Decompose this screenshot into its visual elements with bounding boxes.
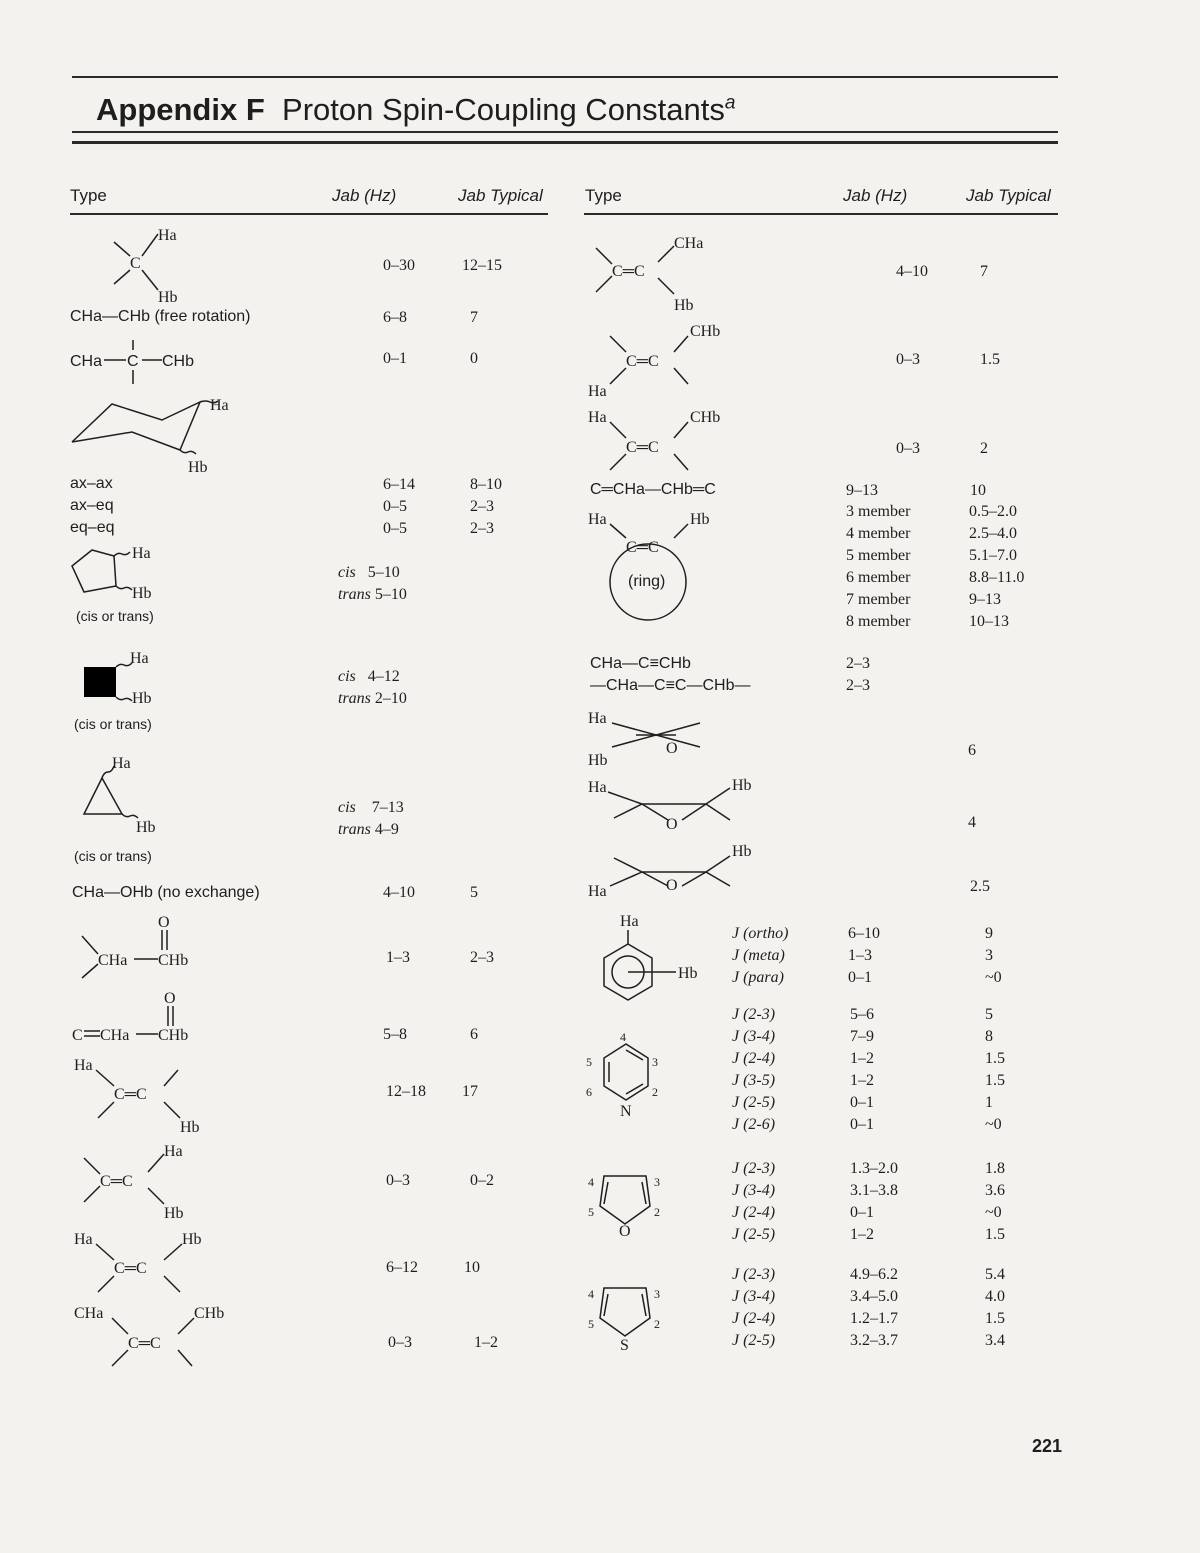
benz-r-1: 1–3 <box>848 947 872 964</box>
thio-r-1: 3.4–5.0 <box>850 1288 898 1305</box>
fur-t-0: 1.8 <box>985 1160 1005 1177</box>
title-footnote-mark: a <box>724 92 736 114</box>
pyr-t-2: 1.5 <box>985 1050 1005 1067</box>
header-type-left: Type <box>70 186 107 205</box>
atom-c: C <box>72 1027 83 1044</box>
l2-type: CHa—CHb (free rotation) <box>70 308 251 325</box>
l6-note: (cis or trans) <box>74 716 152 732</box>
l4-eqeq-range: 0–5 <box>383 520 407 537</box>
ring-v-4: 9–13 <box>969 591 1001 608</box>
thio-t-3: 3.4 <box>985 1332 1005 1349</box>
thio-r-0: 4.9–6.2 <box>850 1266 898 1283</box>
page-title <box>96 92 735 128</box>
l10-typical: 6 <box>470 1026 478 1043</box>
r3-typical: 2 <box>980 440 988 457</box>
pyr-r-0: 5–6 <box>850 1006 874 1023</box>
pyr-r-3: 1–2 <box>850 1072 874 1089</box>
atom-cha: CHa <box>674 235 704 252</box>
ep1-typical: 6 <box>968 742 976 759</box>
header-range-left: Jab (Hz) <box>332 186 397 205</box>
unsaturated-aldehyde-structure <box>72 988 212 1050</box>
l4-axeq-range: 0–5 <box>383 498 407 515</box>
header-type-right: Type <box>585 186 622 205</box>
atom-cc: C═C <box>128 1335 161 1352</box>
geminal-ch2-structure <box>100 220 220 310</box>
atom-chb: CHb <box>158 952 189 969</box>
atom-chb: CHb <box>162 353 195 370</box>
allylic-trans-structure <box>588 318 738 402</box>
pyr-j-1: J (3-4) <box>732 1028 776 1045</box>
l6-trans: trans <box>338 690 371 707</box>
benz-j-0: J (ortho) <box>732 925 789 942</box>
l1-typical: 12–15 <box>462 257 502 274</box>
atom-hb: Hb <box>158 289 178 306</box>
atom-n: N <box>620 1103 632 1120</box>
l8-type: CHa—OHb (no exchange) <box>72 884 260 901</box>
atom-ha: Ha <box>74 1057 93 1074</box>
pyridine-structure <box>584 1028 674 1120</box>
cyclohexane-chair-structure <box>70 388 250 480</box>
svg-text:2: 2 <box>652 1085 658 1099</box>
atom-hb: Hb <box>732 843 752 860</box>
r4-typical: 10 <box>970 482 986 499</box>
furan-structure <box>584 1164 674 1240</box>
atom-s: S <box>620 1337 629 1354</box>
trans-alkene-structure <box>74 1052 224 1134</box>
l7-cis-range: 7–13 <box>371 799 404 816</box>
epoxide-trans-structure <box>588 838 758 900</box>
l2-range: 6–8 <box>383 309 407 326</box>
fur-r-3: 1–2 <box>850 1226 874 1243</box>
l1-range: 0–30 <box>383 257 415 274</box>
pyr-r-2: 1–2 <box>850 1050 874 1067</box>
atom-ha: Ha <box>588 511 607 528</box>
svg-text:3: 3 <box>654 1175 660 1189</box>
allylic-cis-structure <box>588 406 738 480</box>
ring-v-5: 10–13 <box>969 613 1009 630</box>
epoxide-geminal-structure <box>588 705 738 769</box>
atom-hb: Hb <box>180 1119 200 1136</box>
svg-text:4: 4 <box>620 1030 626 1044</box>
ring-m-4: 7 member <box>846 591 911 608</box>
atom-hb: Hb <box>164 1205 184 1222</box>
fur-j-3: J (2-5) <box>732 1226 776 1243</box>
atom-chb: CHb <box>690 323 721 340</box>
l9-typical: 2–3 <box>470 949 494 966</box>
atom-hb: Hb <box>132 585 152 602</box>
fur-j-2: J (2-4) <box>732 1204 776 1221</box>
benz-j-2: J (para) <box>732 969 784 986</box>
thio-r-3: 3.2–3.7 <box>850 1332 898 1349</box>
title-rule-1 <box>72 131 1058 133</box>
l4-eqeq-typical: 2–3 <box>470 520 494 537</box>
ring-m-0: 3 member <box>846 503 911 520</box>
atom-cha: CHa <box>70 353 103 370</box>
fur-t-2: ~0 <box>985 1204 1002 1221</box>
atom-ha: Ha <box>132 545 151 562</box>
pyr-t-3: 1.5 <box>985 1072 1005 1089</box>
thio-t-0: 5.4 <box>985 1266 1005 1283</box>
alk2-type: —CHa—C≡C—CHb— <box>590 677 751 694</box>
atom-ha: Ha <box>588 883 607 900</box>
pyr-r-4: 0–1 <box>850 1094 874 1111</box>
pyr-t-5: ~0 <box>985 1116 1002 1133</box>
atom-ha: Ha <box>588 710 607 727</box>
cyclopentane-structure <box>70 542 180 604</box>
atom-chb: CHb <box>158 1027 189 1044</box>
svg-text:2: 2 <box>654 1205 660 1219</box>
r1-typical: 7 <box>980 263 988 280</box>
pyr-j-4: J (2-5) <box>732 1094 776 1111</box>
benz-r-0: 6–10 <box>848 925 880 942</box>
thio-t-1: 4.0 <box>985 1288 1005 1305</box>
ring-m-3: 6 member <box>846 569 911 586</box>
l3-range: 0–1 <box>383 350 407 367</box>
svg-text:5: 5 <box>586 1055 592 1069</box>
ring-v-3: 8.8–11.0 <box>969 569 1025 586</box>
geminal-alkene-structure <box>80 1136 220 1222</box>
title-rest: Proton Spin-Coupling Constants <box>282 92 725 127</box>
l5-trans: trans <box>338 586 371 603</box>
atom-ha: Ha <box>164 1143 183 1160</box>
pyr-r-5: 0–1 <box>850 1116 874 1133</box>
atom-ha: Ha <box>112 755 131 772</box>
thio-t-2: 1.5 <box>985 1310 1005 1327</box>
benz-t-0: 9 <box>985 925 993 942</box>
title-rule-2 <box>72 141 1058 144</box>
l14-typical: 1–2 <box>474 1334 498 1351</box>
thio-j-2: J (2-4) <box>732 1310 776 1327</box>
atom-o: O <box>158 914 170 931</box>
atom-hb: Hb <box>136 819 156 836</box>
r3-range: 0–3 <box>896 440 920 457</box>
pyr-j-5: J (2-6) <box>732 1116 776 1133</box>
r1-range: 4–10 <box>896 263 928 280</box>
atom-cc: C═C <box>626 439 659 456</box>
r2-range: 0–3 <box>896 351 920 368</box>
ring-m-1: 4 member <box>846 525 911 542</box>
atom-hb: Hb <box>678 965 698 982</box>
benz-t-1: 3 <box>985 947 993 964</box>
atom-ha: Ha <box>210 397 229 414</box>
svg-text:5: 5 <box>588 1205 594 1219</box>
thiophene-structure <box>584 1280 674 1356</box>
fur-r-0: 1.3–2.0 <box>850 1160 898 1177</box>
header-typical-left: Jab Typical <box>458 186 543 205</box>
ring-label: (ring) <box>628 573 666 590</box>
atom-ha: Ha <box>620 913 639 930</box>
pyr-t-0: 5 <box>985 1006 993 1023</box>
page-number: 221 <box>1032 1436 1063 1456</box>
atom-cc: C═C <box>114 1260 147 1277</box>
ch-c-ch-structure <box>70 338 210 388</box>
fur-t-3: 1.5 <box>985 1226 1005 1243</box>
l6-cis-range: 4–12 <box>367 668 400 685</box>
title-bold: Appendix F <box>96 92 265 127</box>
header-range-right: Jab (Hz) <box>843 186 908 205</box>
atom-cc: C═C <box>626 353 659 370</box>
vinyl-ch-structure <box>592 228 732 314</box>
fur-j-1: J (3-4) <box>732 1182 776 1199</box>
l10-range: 5–8 <box>383 1026 407 1043</box>
l6-trans-range: 2–10 <box>374 690 407 707</box>
svg-text:4: 4 <box>588 1287 594 1301</box>
atom-c: C <box>127 353 139 370</box>
ep2-typical: 4 <box>968 814 976 831</box>
benz-t-2: ~0 <box>985 969 1002 986</box>
l5-trans-range: 5–10 <box>374 586 407 603</box>
atom-ha: Ha <box>588 409 607 426</box>
atom-cc: C═C <box>612 263 645 280</box>
atom-hb: Hb <box>732 777 752 794</box>
l5-cis-range: 5–10 <box>367 564 400 581</box>
thio-j-3: J (2-5) <box>732 1332 776 1349</box>
atom-o: O <box>666 877 678 894</box>
l8-range: 4–10 <box>383 884 415 901</box>
fur-r-2: 0–1 <box>850 1204 874 1221</box>
fur-r-1: 3.1–3.8 <box>850 1182 898 1199</box>
l4-axax-typical: 8–10 <box>470 476 502 493</box>
pyr-j-2: J (2-4) <box>732 1050 776 1067</box>
cyclobutane-structure <box>80 645 180 710</box>
cis-alkene-structure <box>74 1226 224 1296</box>
l13-typical: 10 <box>464 1259 480 1276</box>
atom-o: O <box>666 816 678 833</box>
atom-hb: Hb <box>588 752 608 769</box>
atom-o: O <box>619 1223 631 1240</box>
l13-range: 6–12 <box>386 1259 418 1276</box>
l4-axeq: ax–eq <box>70 497 114 514</box>
l14-range: 0–3 <box>388 1334 412 1351</box>
atom-cha: CHa <box>98 952 128 969</box>
pyr-j-0: J (2-3) <box>732 1006 776 1023</box>
l4-axeq-typical: 2–3 <box>470 498 494 515</box>
atom-cc: C═C <box>114 1086 147 1103</box>
l11-range: 12–18 <box>386 1083 426 1100</box>
atom-ha: Ha <box>158 227 177 244</box>
thio-j-1: J (3-4) <box>732 1288 776 1305</box>
atom-cha: CHa <box>74 1305 104 1322</box>
l6-cis: cis <box>338 668 356 685</box>
atom-hb: Hb <box>182 1231 202 1248</box>
atom-ha: Ha <box>74 1231 93 1248</box>
ring-m-5: 8 member <box>846 613 911 630</box>
atom-cc: C═C <box>626 539 659 556</box>
cyclopropane-structure <box>80 752 190 842</box>
atom-hb: Hb <box>188 459 208 476</box>
pyr-t-1: 8 <box>985 1028 993 1045</box>
header-rule-right <box>584 213 1058 215</box>
r4-type: C═CHa—CHb═C <box>590 481 716 498</box>
fur-t-1: 3.6 <box>985 1182 1005 1199</box>
ring-v-0: 0.5–2.0 <box>969 503 1017 520</box>
alk1-type: CHa—C≡CHb <box>590 655 691 672</box>
ring-v-2: 5.1–7.0 <box>969 547 1017 564</box>
l8-typical: 5 <box>470 884 478 901</box>
benzene-structure <box>592 908 722 1008</box>
svg-text:3: 3 <box>654 1287 660 1301</box>
svg-text:4: 4 <box>588 1175 594 1189</box>
benz-j-1: J (meta) <box>732 947 785 964</box>
atom-o: O <box>666 740 678 757</box>
ring-v-1: 2.5–4.0 <box>969 525 1017 542</box>
l4-axax: ax–ax <box>70 475 113 492</box>
l2-typical: 7 <box>470 309 478 326</box>
r2-typical: 1.5 <box>980 351 1000 368</box>
fur-j-0: J (2-3) <box>732 1160 776 1177</box>
atom-o: O <box>164 990 176 1007</box>
pyr-j-3: J (3-5) <box>732 1072 776 1089</box>
l9-range: 1–3 <box>386 949 410 966</box>
epoxide-cis-structure <box>588 774 758 834</box>
atom-hb: Hb <box>132 690 152 707</box>
pyr-r-1: 7–9 <box>850 1028 874 1045</box>
svg-text:3: 3 <box>652 1055 658 1069</box>
header-rule-left <box>70 213 548 215</box>
l7-cis: cis <box>338 799 356 816</box>
l5-note: (cis or trans) <box>76 608 154 624</box>
atom-chb: CHb <box>194 1305 225 1322</box>
atom-hb: Hb <box>690 511 710 528</box>
benz-r-2: 0–1 <box>848 969 872 986</box>
l4-eqeq: eq–eq <box>70 519 115 536</box>
ep3-typical: 2.5 <box>970 878 990 895</box>
svg-text:5: 5 <box>588 1317 594 1331</box>
l7-note: (cis or trans) <box>74 848 152 864</box>
alk1-range: 2–3 <box>846 655 870 672</box>
atom-chb: CHb <box>690 409 721 426</box>
atom-c: C <box>130 255 141 272</box>
l11-typical: 17 <box>462 1083 478 1100</box>
alk2-range: 2–3 <box>846 677 870 694</box>
allylic-alkene-structure <box>74 1298 244 1370</box>
ring-m-2: 5 member <box>846 547 911 564</box>
l12-range: 0–3 <box>386 1172 410 1189</box>
aldehyde-alkyl-structure <box>78 910 218 992</box>
top-rule <box>72 76 1058 78</box>
atom-ha: Ha <box>588 383 607 400</box>
l5-cis: cis <box>338 564 356 581</box>
l7-trans: trans <box>338 821 371 838</box>
pyr-t-4: 1 <box>985 1094 993 1111</box>
svg-text:6: 6 <box>586 1085 592 1099</box>
svg-text:2: 2 <box>654 1317 660 1331</box>
header-typical-right: Jab Typical <box>966 186 1051 205</box>
l4-axax-range: 6–14 <box>383 476 415 493</box>
atom-hb: Hb <box>674 297 694 314</box>
l3-typical: 0 <box>470 350 478 367</box>
r4-range: 9–13 <box>846 482 878 499</box>
atom-cha: CHa <box>100 1027 130 1044</box>
l7-trans-range: 4–9 <box>374 821 399 838</box>
thio-j-0: J (2-3) <box>732 1266 776 1283</box>
atom-cc: C═C <box>100 1173 133 1190</box>
l12-typical: 0–2 <box>470 1172 494 1189</box>
atom-ha: Ha <box>588 779 607 796</box>
atom-ha: Ha <box>130 650 149 667</box>
thio-r-2: 1.2–1.7 <box>850 1310 898 1327</box>
